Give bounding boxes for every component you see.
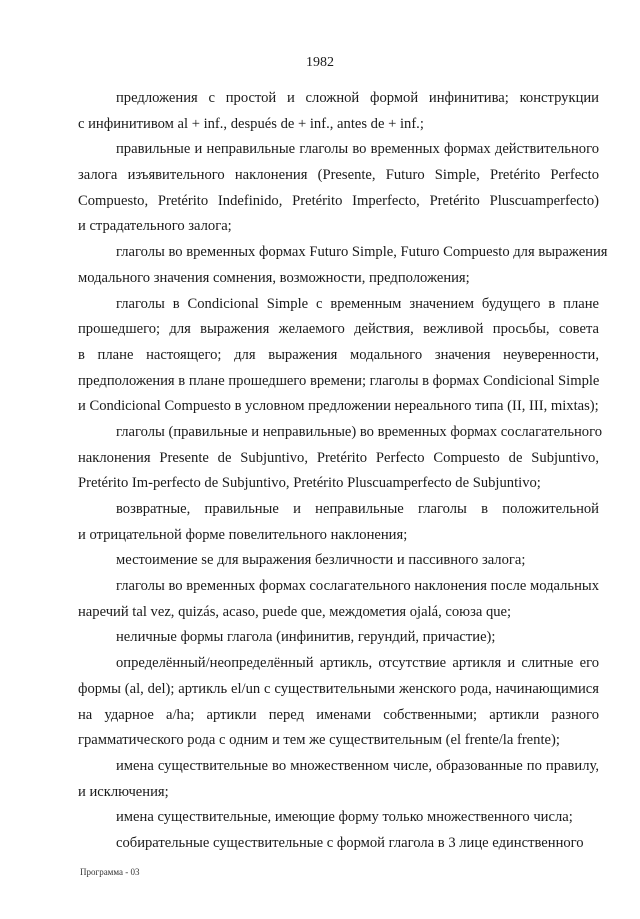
text-line: собирательные существительные с формой глагола в 3 лице единственного <box>116 834 584 851</box>
footer-program-mark: Программа - 03 <box>80 867 140 877</box>
text-line: и исключения; <box>78 783 169 800</box>
paragraph <box>78 574 599 625</box>
paragraph <box>78 754 599 805</box>
text-line: неличные формы глагола (инфинитив, герундий, причастие); <box>116 629 496 646</box>
text-line: определённый/неопределённый артикль, отсутствие артикля и слитные его <box>116 655 599 672</box>
paragraph <box>78 240 608 291</box>
paragraph <box>78 805 599 831</box>
text-line: с инфинитивом al + inf., después de + inf., antes de + inf.; <box>78 115 424 132</box>
text-line: залога изъявительного наклонения (Presente, Futuro Simple, Pretérito Perfecto <box>78 167 599 184</box>
paragraph <box>78 831 599 857</box>
paragraph <box>78 137 599 240</box>
paragraph <box>78 651 599 754</box>
text-line: правильные и неправильные глаголы во временных формах действительного <box>116 141 599 158</box>
text-line: и Condicional Compuesto в условном предложении нереального типа (II, III, mixtas); <box>78 398 599 415</box>
paragraph <box>78 548 599 574</box>
text-line: формы (al, del); артикль el/un с существительными женского рода, начинающимися <box>78 680 599 697</box>
paragraph <box>78 625 599 651</box>
text-line: грамматического рода с одним и тем же существительным (el frente/la frente); <box>78 732 560 749</box>
paragraph <box>78 292 599 420</box>
text-line: наречий tal vez, quizás, acaso, puede que, междометия ojalá, союза que; <box>78 603 512 620</box>
document-body <box>78 86 608 857</box>
paragraph <box>78 86 599 137</box>
text-line: глаголы во временных формах Futuro Simple, Futuro Compuesto для выражения <box>116 244 608 261</box>
text-line: модального значения сомнения, возможности, предположения; <box>78 269 470 286</box>
text-line: Pretérito Im-perfecto de Subjuntivo, Pretérito Pluscuamperfecto de Subjuntivo; <box>78 475 541 492</box>
text-line: глаголы в Condicional Simple с временным значением будущего в плане <box>116 295 599 312</box>
text-line: предположения в плане прошедшего времени; глаголы в формах Condicional Simple <box>78 372 600 389</box>
text-line: возвратные, правильные и неправильные глаголы в положительной <box>116 501 599 517</box>
text-line: имена существительные во множественном числе, образованные по правилу, <box>116 757 599 774</box>
page-number: 1982 <box>306 55 334 70</box>
text-line: глаголы во временных формах сослагательного наклонения после модальных <box>116 578 599 595</box>
text-line: на ударное a/ha; артикли перед именами собственными; артикли разного <box>78 706 599 723</box>
text-line: местоимение se для выражения безличности и пассивного залога; <box>116 552 526 569</box>
text-line: и отрицательной форме повелительного наклонения; <box>78 526 408 543</box>
text-line: в плане настоящего; для выражения модального значения неуверенности, <box>78 346 599 363</box>
text-line: прошедшего; для выражения желаемого действия, вежливой просьбы, совета <box>78 321 599 338</box>
paragraph <box>78 420 603 497</box>
text-line: наклонения Presente de Subjuntivo, Pretérito Perfecto Compuesto de Subjuntivo, <box>78 449 599 466</box>
paragraph <box>78 497 599 548</box>
text-line: предложения с простой и сложной формой инфинитива; конструкции <box>116 90 599 106</box>
text-line: Compuesto, Pretérito Indefinido, Pretérito Imperfecto, Pretérito Pluscuamperfecto) <box>78 192 599 209</box>
text-line: и страдательного залога; <box>78 218 232 235</box>
text-line: глаголы (правильные и неправильные) во временных формах сослагательного <box>116 423 603 440</box>
text-line: имена существительные, имеющие форму только множественного числа; <box>116 809 573 826</box>
